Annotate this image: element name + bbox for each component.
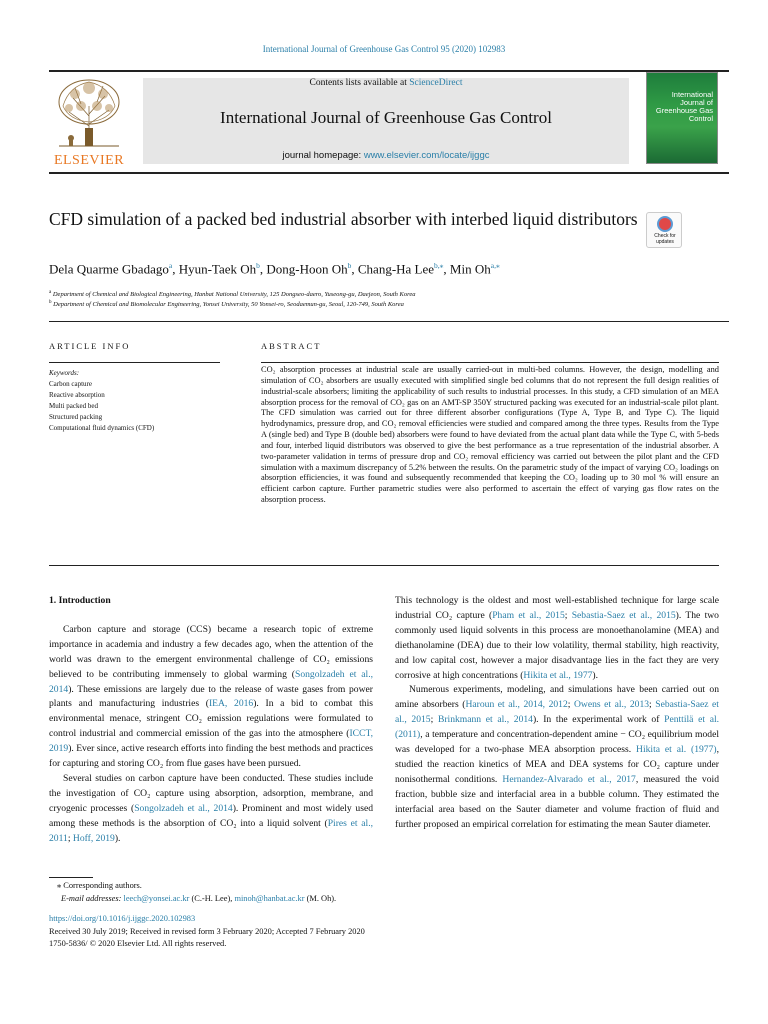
author-name[interactable]: Min Oh bbox=[449, 261, 491, 277]
author-affiliation-mark[interactable]: b bbox=[256, 261, 260, 270]
contents-prefix: Contents lists available at bbox=[309, 78, 410, 88]
citation-link[interactable]: Hoff, 2019 bbox=[72, 832, 115, 844]
citation-link[interactable]: Songolzadeh et al., 2014 bbox=[134, 802, 233, 814]
header-rule-top bbox=[49, 70, 729, 72]
keywords-block bbox=[49, 368, 154, 433]
citation-link[interactable]: Haroun et al., 2014, 2012 bbox=[465, 699, 568, 711]
author-name[interactable]: Chang-Ha Lee bbox=[357, 261, 435, 277]
article-info-rule bbox=[49, 362, 220, 363]
footnotes bbox=[49, 880, 729, 905]
body-left-column bbox=[49, 594, 373, 847]
citation-link[interactable]: Songolzadeh et al., 2014 bbox=[49, 668, 374, 695]
check-for-updates-button[interactable] bbox=[646, 212, 682, 248]
citation-link[interactable]: Pham et al., 2015 bbox=[492, 609, 565, 621]
abstract-rule-bottom bbox=[49, 565, 719, 566]
doi-link[interactable]: https://doi.org/10.1016/j.ijggc.2020.102983 bbox=[49, 914, 196, 923]
citation-link[interactable]: ICCT, 2019 bbox=[49, 728, 373, 755]
journal-title[interactable]: International Journal of Greenhouse Gas Control bbox=[220, 108, 552, 127]
affiliation-text: Department of Chemical and Biological Engineering, Hanbat National University, 125 Dongseo-daero, Yuseong-gu, Daejeon, South Korea bbox=[52, 291, 416, 299]
sciencedirect-link[interactable]: ScienceDirect bbox=[409, 78, 463, 88]
email-addresses: E-mail addresses: leech@yonsei.ac.kr (C.-H. Lee), minoh@hanbat.ac.kr (M. Oh). bbox=[61, 893, 337, 903]
abstract-text: CO₂ absorption processes at industrial scale are usually carried-out in multi-bed columns. However, the design, modelling and simulation of CO₂ absorbers are usually executed with simplified single bed columns that do not represent the full design realities of industrial-scale absorbers; limiting the applicability of such results to industrial processes. In this study, a CFD simulation of an MEA absorption process for the removal of CO₂ gas on an AMT-SP 350Y structured packing was executed for an industrial-scale pilot plant. The CFD simulation was carried out for three different absorber configurations (Type A, Type B, and Type C). The liquid hydrodynamics, pressure drop, and CO₂ removal efficiencies were studied and compared among the three types. Results from the Type A (single bed) and Type B (double bed) absorbers were found to have deviated from the actual plant data while the Type C, with 5-beds and four, interbed liquid distributors was observed to give the best performance as a true representation of the industrial absorber. A two-parameter validation in terms of pressure drop and CO₂ removal efficiency was carried out between the pilot plant and the CFD simulation with a maximum discrepancy of 5.2% between the results. On the parametric study of the impact of varying CO₂ loadings on absorption efficiencies, it was found and subsequently recommended that keeping the CO₂ loading up to 30 mol % will ensure an efficient carbon capture. Further parametric studies were also performed to ascertain the effect of varying gas flow rates on the absorption process. bbox=[261, 365, 719, 505]
author-name[interactable]: Hyun-Taek Oh bbox=[178, 261, 257, 277]
body-right-column bbox=[395, 594, 719, 833]
abstract-rule-top bbox=[261, 362, 719, 363]
keyword-item: Computational fluid dynamics (CFD) bbox=[49, 423, 155, 432]
email-link[interactable]: minoh@hanbat.ac.kr bbox=[234, 893, 305, 903]
contents-line bbox=[143, 78, 629, 88]
section-heading-introduction: 1. Introduction bbox=[49, 595, 111, 606]
keyword-item: Structured packing bbox=[49, 412, 103, 421]
cover-title: International Journal of Greenhouse Gas Control bbox=[655, 90, 713, 123]
citation-link[interactable]: Sebastia-Saez et al., 2015 bbox=[395, 699, 719, 726]
elsevier-logo bbox=[49, 76, 129, 166]
citation-link[interactable]: Hikita et al., 1977 bbox=[523, 669, 593, 681]
keywords-label: Keywords: bbox=[49, 369, 80, 377]
abstract-heading: ABSTRACT bbox=[261, 341, 322, 351]
email-link[interactable]: leech@yonsei.ac.kr bbox=[123, 893, 190, 903]
affiliation-mark: a bbox=[49, 290, 52, 295]
citation-link[interactable]: Penttilä et al. (2011) bbox=[395, 714, 720, 741]
journal-homepage bbox=[143, 150, 629, 161]
author-affiliation-mark[interactable]: a bbox=[168, 261, 173, 270]
author-affiliation-mark[interactable]: b,⁎ bbox=[434, 261, 444, 270]
article-info-heading: ARTICLE INFO bbox=[49, 341, 131, 351]
footnote-rule bbox=[49, 877, 93, 878]
citation-link[interactable]: Hikita et al. (1977) bbox=[636, 744, 717, 756]
running-header[interactable]: International Journal of Greenhouse Gas Control 95 (2020) 102983 bbox=[262, 44, 506, 54]
author-affiliation-mark[interactable]: a,⁎ bbox=[490, 261, 500, 270]
author-name[interactable]: Dela Quarme Gbadago bbox=[49, 261, 169, 277]
publication-info bbox=[49, 913, 729, 951]
citation-link[interactable]: IEA, 2016 bbox=[208, 698, 254, 710]
check-updates-icon bbox=[657, 216, 673, 232]
citation-link[interactable]: Owens et al., 2013 bbox=[573, 699, 650, 711]
affiliation-a bbox=[49, 290, 729, 298]
keyword-item: Reactive absorption bbox=[49, 390, 105, 399]
paragraph: This technology is the oldest and most well-established technique for large scale industrial CO₂ capture (Pham et al., 2015; Sebastia-Saez et al., 2015). The two commonly used liquid solvents in this process are monoethanolamine (MEA) and diethanolamine (DEA) due to their low volatility, thermal stability, high reactivity, and low capital cost, however a major disadvantage lies in the fact they are very corrosive at high concentrations (Hikita et al., 1977). bbox=[395, 595, 719, 681]
keyword-item: Multi packed bed bbox=[49, 401, 98, 410]
homepage-prefix: journal homepage: bbox=[282, 150, 364, 161]
elsevier-tree-icon bbox=[49, 76, 129, 150]
paragraph: Numerous experiments, modeling, and simulations have been carried out on amine absorbers (Haroun et al., 2014, 2012; Owens et al., 2013; Sebastia-Saez et al., 2015; Brinkmann et al., 2014). In the experimental work of Penttilä et al. (2011), a temperature and concentration-dependent amine − CO₂ equilibrium model was developed for a two-phase MEA absorption process. Hikita et al. (1977), studied the reaction kinetics of MEA and DEA systems for CO₂ capture under nonisothermal conditions. Hernandez-Alvarado et al., 2017, measured the void fraction, bubble size and interfacial area in a bubble column. They estimated the interfacial area based on the Sauter diameter and volume fraction of fluid and further proposed an empirical correlation for estimating the mean Sauter diameter. bbox=[395, 684, 720, 830]
keyword-item: Carbon capture bbox=[49, 379, 92, 388]
copyright-line: 1750-5836/ © 2020 Elsevier Ltd. All rights reserved. bbox=[49, 939, 227, 948]
author-list: Dela Quarme Gbadago$^a$, Hyun-Taek Oh$^b$, Dong-Hoon Oh$^b$, Chang-Ha Lee$^{b,⁎}$, Min $Oh^{a,⁎}$ bbox=[49, 261, 500, 277]
citation-link[interactable]: Sebastia-Saez et al., 2015 bbox=[571, 609, 676, 621]
corresponding-author-note: ⁎ Corresponding authors. bbox=[57, 881, 142, 890]
affiliation-mark: b bbox=[49, 300, 52, 305]
citation-link[interactable]: Hernandez-Alvarado et al., 2017 bbox=[502, 773, 636, 785]
paragraph: Carbon capture and storage (CCS) became a research topic of extreme importance in academia and industry a few decades ago, when the attention of the world was drawn to the emergent environmental challenge of CO₂ emissions believed to be contributing immensely to global warming (Songolzadeh et al., 2014). These emissions are largely due to the release of waste gases from power plants and manufacturing industries (IEA, 2016). In a bid to combat this environmental menace, stringent CO₂ emission regulations were formulated to control industrial and commercial emission of the gas into the atmosphere (ICCT, 2019). Ever since, active research efforts into finding the best methods and practices for capturing and storing CO₂ from flue gases have been pursued. bbox=[49, 623, 374, 770]
affiliation-rule bbox=[49, 321, 729, 322]
paragraph: Several studies on carbon capture have been conducted. These studies include the investigation of CO₂ capture using absorption, adsorption, membrane, and cryogenic processes (Songolzadeh et al., 2014). Prominent and most widely used among these methods is the absorption of CO₂ into a liquid solvent (Pires et al., 2011; Hoff, 2019). bbox=[49, 772, 374, 844]
check-updates-label: Check for updates bbox=[654, 233, 676, 245]
journal-cover-thumbnail[interactable] bbox=[646, 72, 718, 164]
citation-link[interactable]: Brinkmann et al., 2014 bbox=[437, 714, 533, 726]
received-dates: Received 30 July 2019; Received in revised form 3 February 2020; Accepted 7 February 2020 bbox=[49, 926, 365, 936]
elsevier-wordmark: ELSEVIER bbox=[53, 153, 125, 168]
header-rule-bottom bbox=[49, 172, 729, 174]
article-title: CFD simulation of a packed bed industrial absorber with interbed liquid distributors bbox=[49, 209, 638, 229]
cover-strip bbox=[651, 77, 713, 83]
homepage-link[interactable]: www.elsevier.com/locate/ijggc bbox=[363, 150, 490, 161]
author-name[interactable]: Dong-Hoon Oh bbox=[266, 261, 348, 277]
citation-link[interactable]: Pires et al., 2011 bbox=[49, 817, 373, 844]
author-affiliation-mark[interactable]: b bbox=[347, 261, 352, 270]
affiliation-b bbox=[49, 300, 729, 308]
affiliation-text: Department of Chemical and Biomolecular Engineering, Yonsei University, 50 Yonsei-ro, Seodaemun-gu, Seoul, 120-749, South Korea bbox=[53, 301, 404, 309]
